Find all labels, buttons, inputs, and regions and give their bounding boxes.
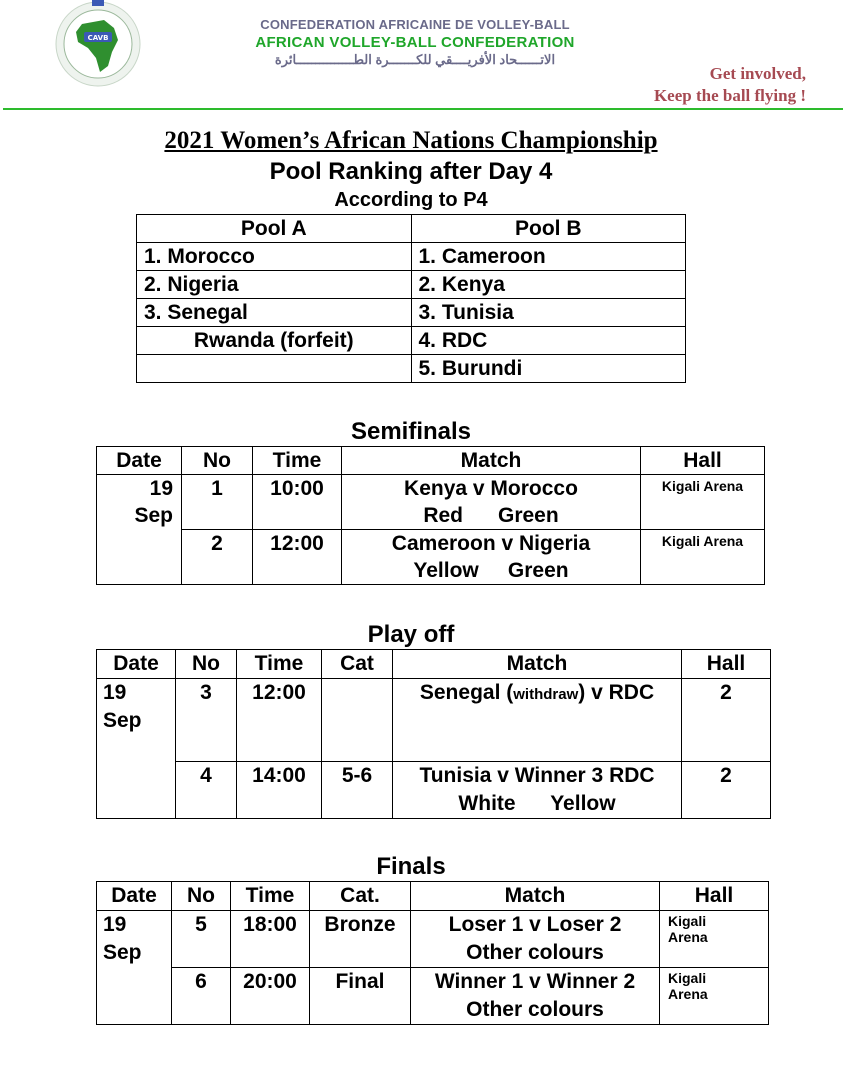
- match-colors: Red Green: [423, 504, 559, 527]
- match-no: 4: [176, 762, 237, 819]
- match-cell: [342, 530, 641, 585]
- match-no: 6: [172, 968, 231, 1025]
- pool-b-cell: 5. Burundi: [411, 355, 686, 383]
- match-cell: [411, 911, 660, 968]
- match-no: 1: [182, 475, 253, 530]
- match-teams: Winner 1 v Winner 2: [434, 970, 636, 993]
- pool-b-header: Pool B: [411, 215, 686, 243]
- match-time: 18:00: [231, 911, 310, 968]
- table-header-row: [137, 215, 686, 243]
- table-row: [137, 243, 686, 271]
- col-time: Time: [253, 447, 342, 475]
- match-teams: Cameroon v Nigeria: [391, 532, 591, 555]
- logo-text: CAVB: [87, 34, 109, 42]
- col-hall: Hall: [660, 882, 769, 911]
- table-row: [97, 911, 769, 968]
- match-time: 12:00: [253, 530, 342, 585]
- col-cat: Cat: [322, 650, 393, 679]
- col-cat: Cat.: [310, 882, 411, 911]
- col-match: Match: [393, 650, 682, 679]
- document-subtitle: Pool Ranking after Day 4: [269, 158, 553, 185]
- header-divider: [3, 108, 843, 110]
- match-date: 19 Sep: [97, 679, 176, 819]
- match-teams-b: ) v RDC: [578, 681, 655, 704]
- col-match: Match: [411, 882, 660, 911]
- col-hall: Hall: [641, 447, 765, 475]
- playoff-table: [96, 649, 771, 819]
- match-colors: Yellow Green: [413, 559, 569, 582]
- ranking-basis: According to P4: [334, 189, 488, 211]
- pool-b-cell: 2. Kenya: [411, 271, 686, 299]
- col-hall: Hall: [682, 650, 771, 679]
- finals-title: Finals: [376, 853, 446, 880]
- slogan: [654, 63, 806, 107]
- col-date: Date: [97, 447, 182, 475]
- match-cat: Final: [310, 968, 411, 1025]
- table-header-row: [97, 447, 765, 475]
- table-row: [97, 762, 771, 819]
- table-header-row: [97, 650, 771, 679]
- match-colors: White Yellow: [458, 792, 616, 815]
- table-row: [137, 299, 686, 327]
- col-no: No: [182, 447, 253, 475]
- col-time: Time: [231, 882, 310, 911]
- table-row: [97, 475, 765, 530]
- slogan-line-1: Get involved,: [709, 64, 806, 83]
- col-no: No: [172, 882, 231, 911]
- pool-ranking-table: [136, 214, 686, 383]
- pool-a-cell: 3. Senegal: [137, 299, 412, 327]
- table-row: [137, 327, 686, 355]
- match-teams: Tunisia v Winner 3 RDC: [419, 764, 655, 787]
- col-date: Date: [97, 882, 172, 911]
- playoff-title: Play off: [367, 621, 455, 648]
- pool-b-cell: 1. Cameroon: [411, 243, 686, 271]
- cavb-logo: [52, 0, 144, 90]
- pool-a-cell: 2. Nigeria: [137, 271, 412, 299]
- match-time: 12:00: [237, 679, 322, 762]
- match-time: 14:00: [237, 762, 322, 819]
- match-cat: [322, 679, 393, 762]
- match-hall: 2: [682, 679, 771, 762]
- table-header-row: [97, 882, 769, 911]
- match-teams: Loser 1 v Loser 2: [448, 913, 622, 936]
- slogan-line-2: Keep the ball flying !: [653, 86, 806, 105]
- match-hall: Kigali Arena: [660, 968, 769, 1025]
- org-name-french: CONFEDERATION AFRICAINE DE VOLLEY-BALL: [260, 17, 570, 32]
- match-hall: 2: [682, 762, 771, 819]
- match-time: 10:00: [253, 475, 342, 530]
- match-cat: Bronze: [310, 911, 411, 968]
- col-date: Date: [97, 650, 176, 679]
- match-withdraw-note: withdraw: [513, 686, 579, 703]
- org-name-english: AFRICAN VOLLEY-BALL CONFEDERATION: [255, 34, 575, 51]
- match-cell: [393, 679, 682, 762]
- organization-names: [240, 17, 590, 68]
- finals-table: [96, 881, 769, 1025]
- semifinals-table: [96, 446, 765, 585]
- document-title: 2021 Women’s African Nations Championship: [164, 127, 658, 154]
- semifinals-title: Semifinals: [350, 418, 472, 445]
- match-date: 19 Sep: [97, 475, 182, 585]
- table-row: [97, 530, 765, 585]
- match-colors: Other colours: [466, 998, 604, 1021]
- pool-a-cell: 1. Morocco: [137, 243, 412, 271]
- match-no: 3: [176, 679, 237, 762]
- table-row: [97, 968, 769, 1025]
- org-name-arabic: الاتــــــحاد الأفريــــقي للكـــــــرة الطـــــــــــــــائرة: [274, 52, 556, 67]
- match-date: 19 Sep: [97, 911, 172, 1025]
- pool-a-cell: Rwanda (forfeit): [137, 327, 412, 355]
- table-row: [137, 271, 686, 299]
- match-hall: Kigali Arena: [660, 911, 769, 968]
- pool-a-header: Pool A: [137, 215, 412, 243]
- table-row: [97, 679, 771, 762]
- match-cell: [411, 968, 660, 1025]
- pool-b-cell: 4. RDC: [411, 327, 686, 355]
- match-no: 2: [182, 530, 253, 585]
- col-time: Time: [237, 650, 322, 679]
- match-cat: 5-6: [322, 762, 393, 819]
- match-cell: [393, 762, 682, 819]
- col-no: No: [176, 650, 237, 679]
- pool-b-cell: 3. Tunisia: [411, 299, 686, 327]
- match-no: 5: [172, 911, 231, 968]
- match-teams-a: Senegal (: [419, 681, 514, 704]
- pool-a-cell: [137, 355, 412, 383]
- match-hall: Kigali Arena: [641, 530, 765, 585]
- table-row: [137, 355, 686, 383]
- match-time: 20:00: [231, 968, 310, 1025]
- match-colors: Other colours: [466, 941, 604, 964]
- match-hall: Kigali Arena: [641, 475, 765, 530]
- col-match: Match: [342, 447, 641, 475]
- match-cell: [342, 475, 641, 530]
- match-teams: Kenya v Morocco: [404, 477, 578, 500]
